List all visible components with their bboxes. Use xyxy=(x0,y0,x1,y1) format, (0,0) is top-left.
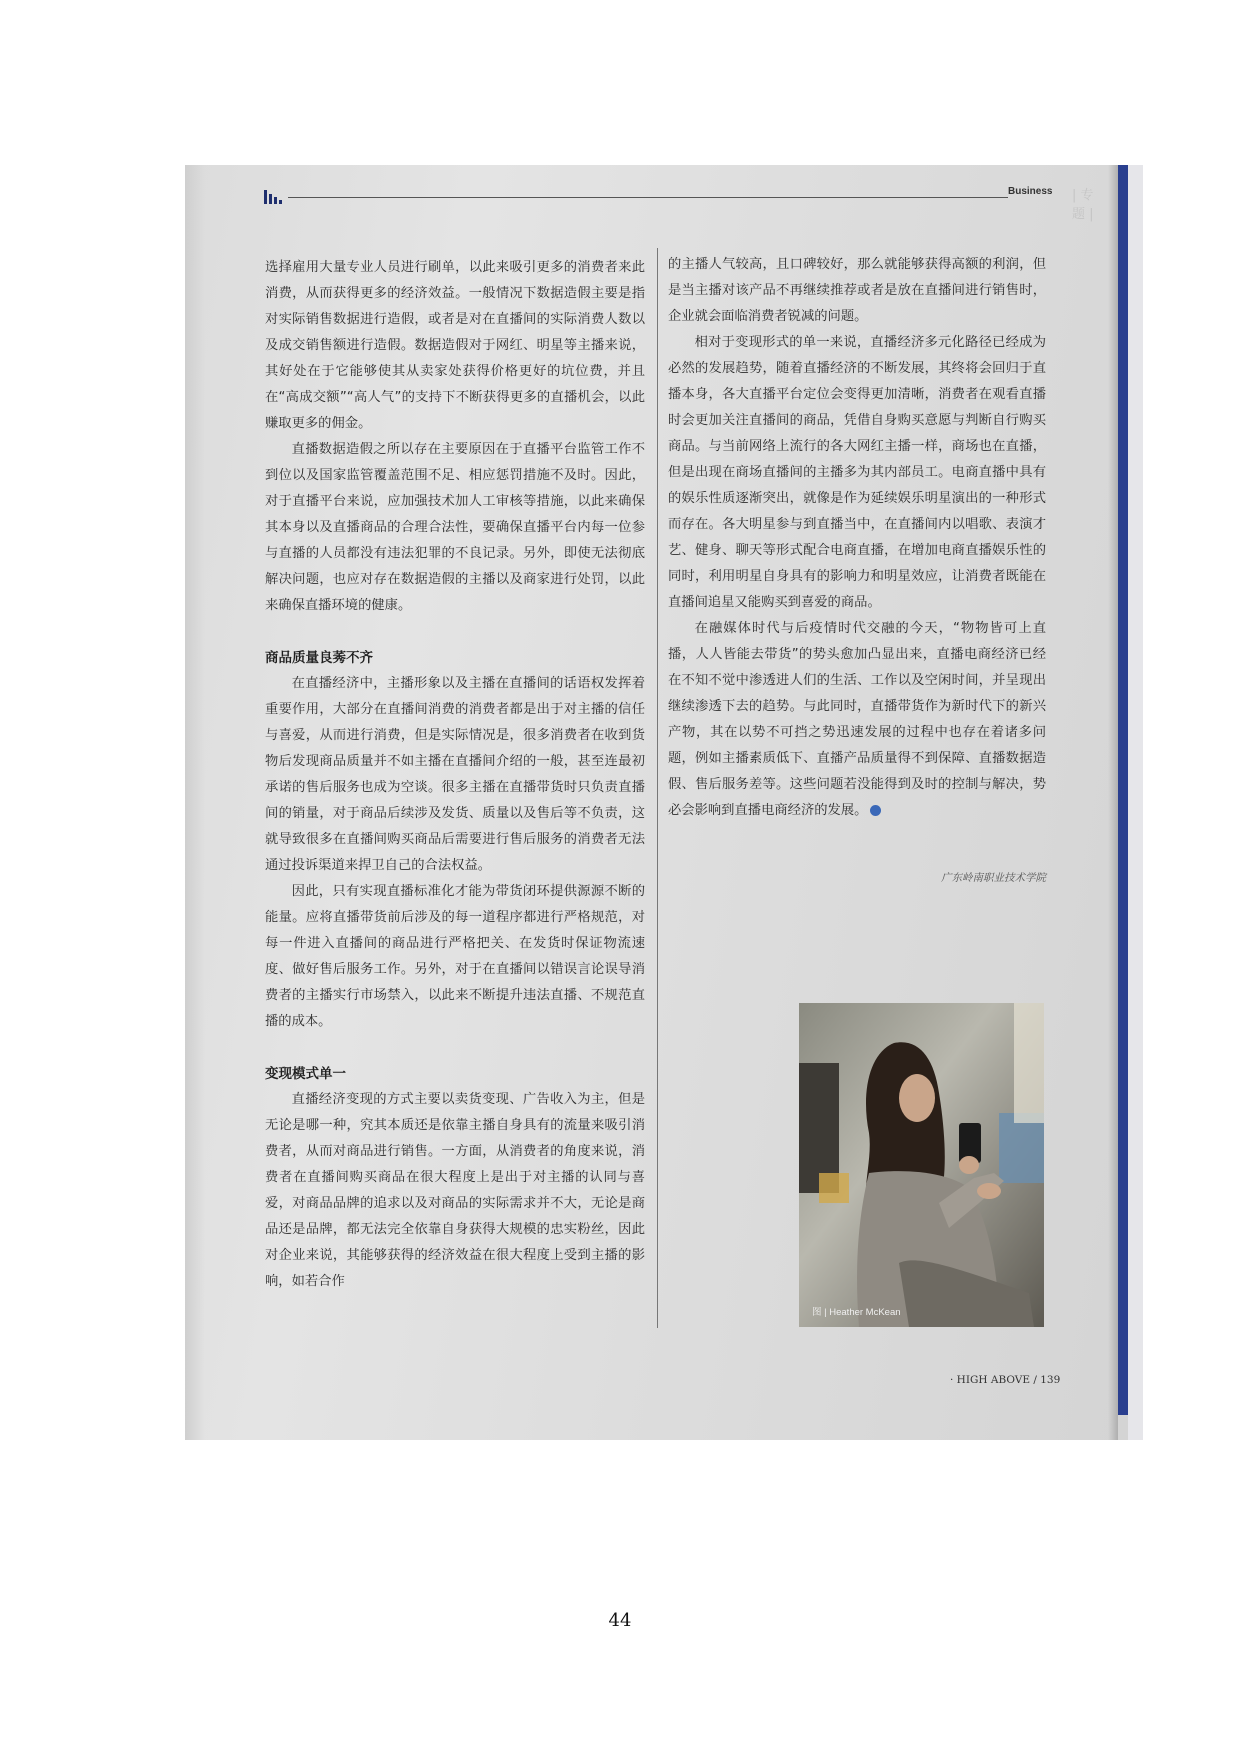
paragraph: 因此，只有实现直播标准化才能为带货闭环提供源源不断的能量。应将直播带货前后涉及的每一道程序都进行严格规范，对每一件进入直播间的商品进行严格把关、在发货时保证物流速度、做好售后服务工作。另外，对于在直播间以错误言论误导消费者的主播实行市场禁入，以此来不断提升违法直播、不规范直播的成本。 xyxy=(265,884,645,1029)
article-photo xyxy=(799,1003,1044,1327)
magazine-header xyxy=(262,184,1102,222)
end-mark-icon xyxy=(870,805,881,816)
paragraph-text: 在融媒体时代与后疫情时代交融的今天，“物物皆可上直播，人人皆能去带货”的势头愈加凸显出来，直播电商经济已经在不知不觉中渗透进人们的生活、工作以及空闲时间，并呈现出继续渗透下去的趋势。与此同时，直播带货作为新时代下的新兴产物，其在以势不可挡之势迅速发展的过程中也存在着诸多问题，例如主播素质低下、直播产品质量得不到保障、直播数据造假、售后服务差等。这些问题若没能得到及时的控制与解决，势必会影响到直播电商经济的发展。 xyxy=(668,621,1046,818)
left-column xyxy=(265,255,645,1295)
column-divider xyxy=(657,248,658,1328)
bar-chart-logo-icon xyxy=(262,184,284,206)
section-heading: 变现模式单一 xyxy=(265,1066,346,1082)
page-shadow-right xyxy=(1108,165,1118,1440)
column-mark: | 专题 | xyxy=(1072,188,1094,222)
paragraph-closing xyxy=(668,616,1046,824)
paragraph: 直播经济变现的方式主要以卖货变现、广告收入为主，但是无论是哪一种，究其本质还是依靠主播自身具有的流量来吸引消费者，从而对商品进行销售。一方面，从消费者的角度来说，消费者在直播间购买商品在很大程度上是出于对主播的认同与喜爱，对商品品牌的追求以及对商品的实际需求并不大，无论是商品还是品牌，都无法完全依靠自身获得大规模的忠实粉丝，因此对企业来说，其能够获得的经济效益在很大程度上受到主播的影响，如若合作 xyxy=(265,1092,645,1289)
header-rule xyxy=(288,197,1008,198)
paper-edge xyxy=(1128,165,1143,1440)
paragraph: 的主播人气较高，且口碑较好，那么就能够获得高额的利润，但是当主播对该产品不再继续推荐或者是放在直播间进行销售时，企业就会面临消费者锐减的问题。 xyxy=(668,257,1046,324)
section-tag: Business xyxy=(1008,186,1053,197)
cover-edge xyxy=(1118,165,1128,1415)
paragraph: 在直播经济中，主播形象以及主播在直播间的话语权发挥着重要作用，大部分在直播间消费的消费者都是出于对主播的信任与喜爱，从而进行消费，但是实际情况是，很多消费者在收到货物后发现商品质量并不如主播在直播间介绍的一般，甚至连最初承诺的售后服务也成为空谈。很多主播在直播带货时只负责直播间的销量，对于商品后续涉及发货、质量以及售后等不负责，这就导致很多在直播间购买商品后需要进行售后服务的消费者无法通过投诉渠道来捍卫自己的合法权益。 xyxy=(265,676,645,873)
page-shadow-left xyxy=(185,165,205,1440)
paragraph: 相对于变现形式的单一来说，直播经济多元化路径已经成为必然的发展趋势，随着直播经济的不断发展，其终将会回归于直播本身，各大直播平台定位会变得更加清晰，消费者在观看直播时会更加关注直播间的商品，凭借自身购买意愿与判断自行购买商品。与当前网络上流行的各大网红主播一样，商场也在直播，但是出现在商场直播间的主播多为其内部员工。电商直播中具有的娱乐性质逐渐突出，就像是作为延续娱乐明星演出的一种形式而存在。各大明星参与到直播当中，在直播间内以唱歌、表演才艺、健身、聊天等形式配合电商直播，在增加电商直播娱乐性的同时，利用明星自身具有的影响力和明星效应，让消费者既能在直播间追星又能购买到喜爱的商品。 xyxy=(668,335,1046,610)
author-affiliation: 广东岭南职业技术学院 xyxy=(941,872,1046,884)
section-heading: 商品质量良莠不齐 xyxy=(265,650,373,666)
woman-filming-phone-photo xyxy=(799,1003,1044,1327)
paragraph: 选择雇用大量专业人员进行刷单，以此来吸引更多的消费者来此消费，从而获得更多的经济效益。一般情况下数据造假主要是指对实际销售数据进行造假，或者是对在直播间的实际消费人数以及成交销售额进行造假。数据造假对于网红、明星等主播来说，其好处在于它能够使其从卖家处获得价格更好的坑位费，并且在“高成交额”“高人气”的支持下不断获得更多的直播机会，以此赚取更多的佣金。 xyxy=(265,260,645,431)
magazine-footer: · HIGH ABOVE / 139 xyxy=(950,1374,1061,1386)
paragraph: 直播数据造假之所以存在主要原因在于直播平台监管工作不到位以及国家监管覆盖范围不足、相应惩罚措施不及时。因此，对于直播平台来说，应加强技术加人工审核等措施，以此来确保其本身以及直播商品的合理合法性，要确保直播平台内每一位参与直播的人员都没有违法犯罪的不良记录。另外，即使无法彻底解决问题，也应对存在数据造假的主播以及商家进行处罚，以此来确保直播环境的健康。 xyxy=(265,442,645,613)
photo-credit: 图 | Heather McKean xyxy=(812,1307,901,1318)
page-number: 44 xyxy=(608,1610,632,1631)
right-column xyxy=(668,252,1046,824)
